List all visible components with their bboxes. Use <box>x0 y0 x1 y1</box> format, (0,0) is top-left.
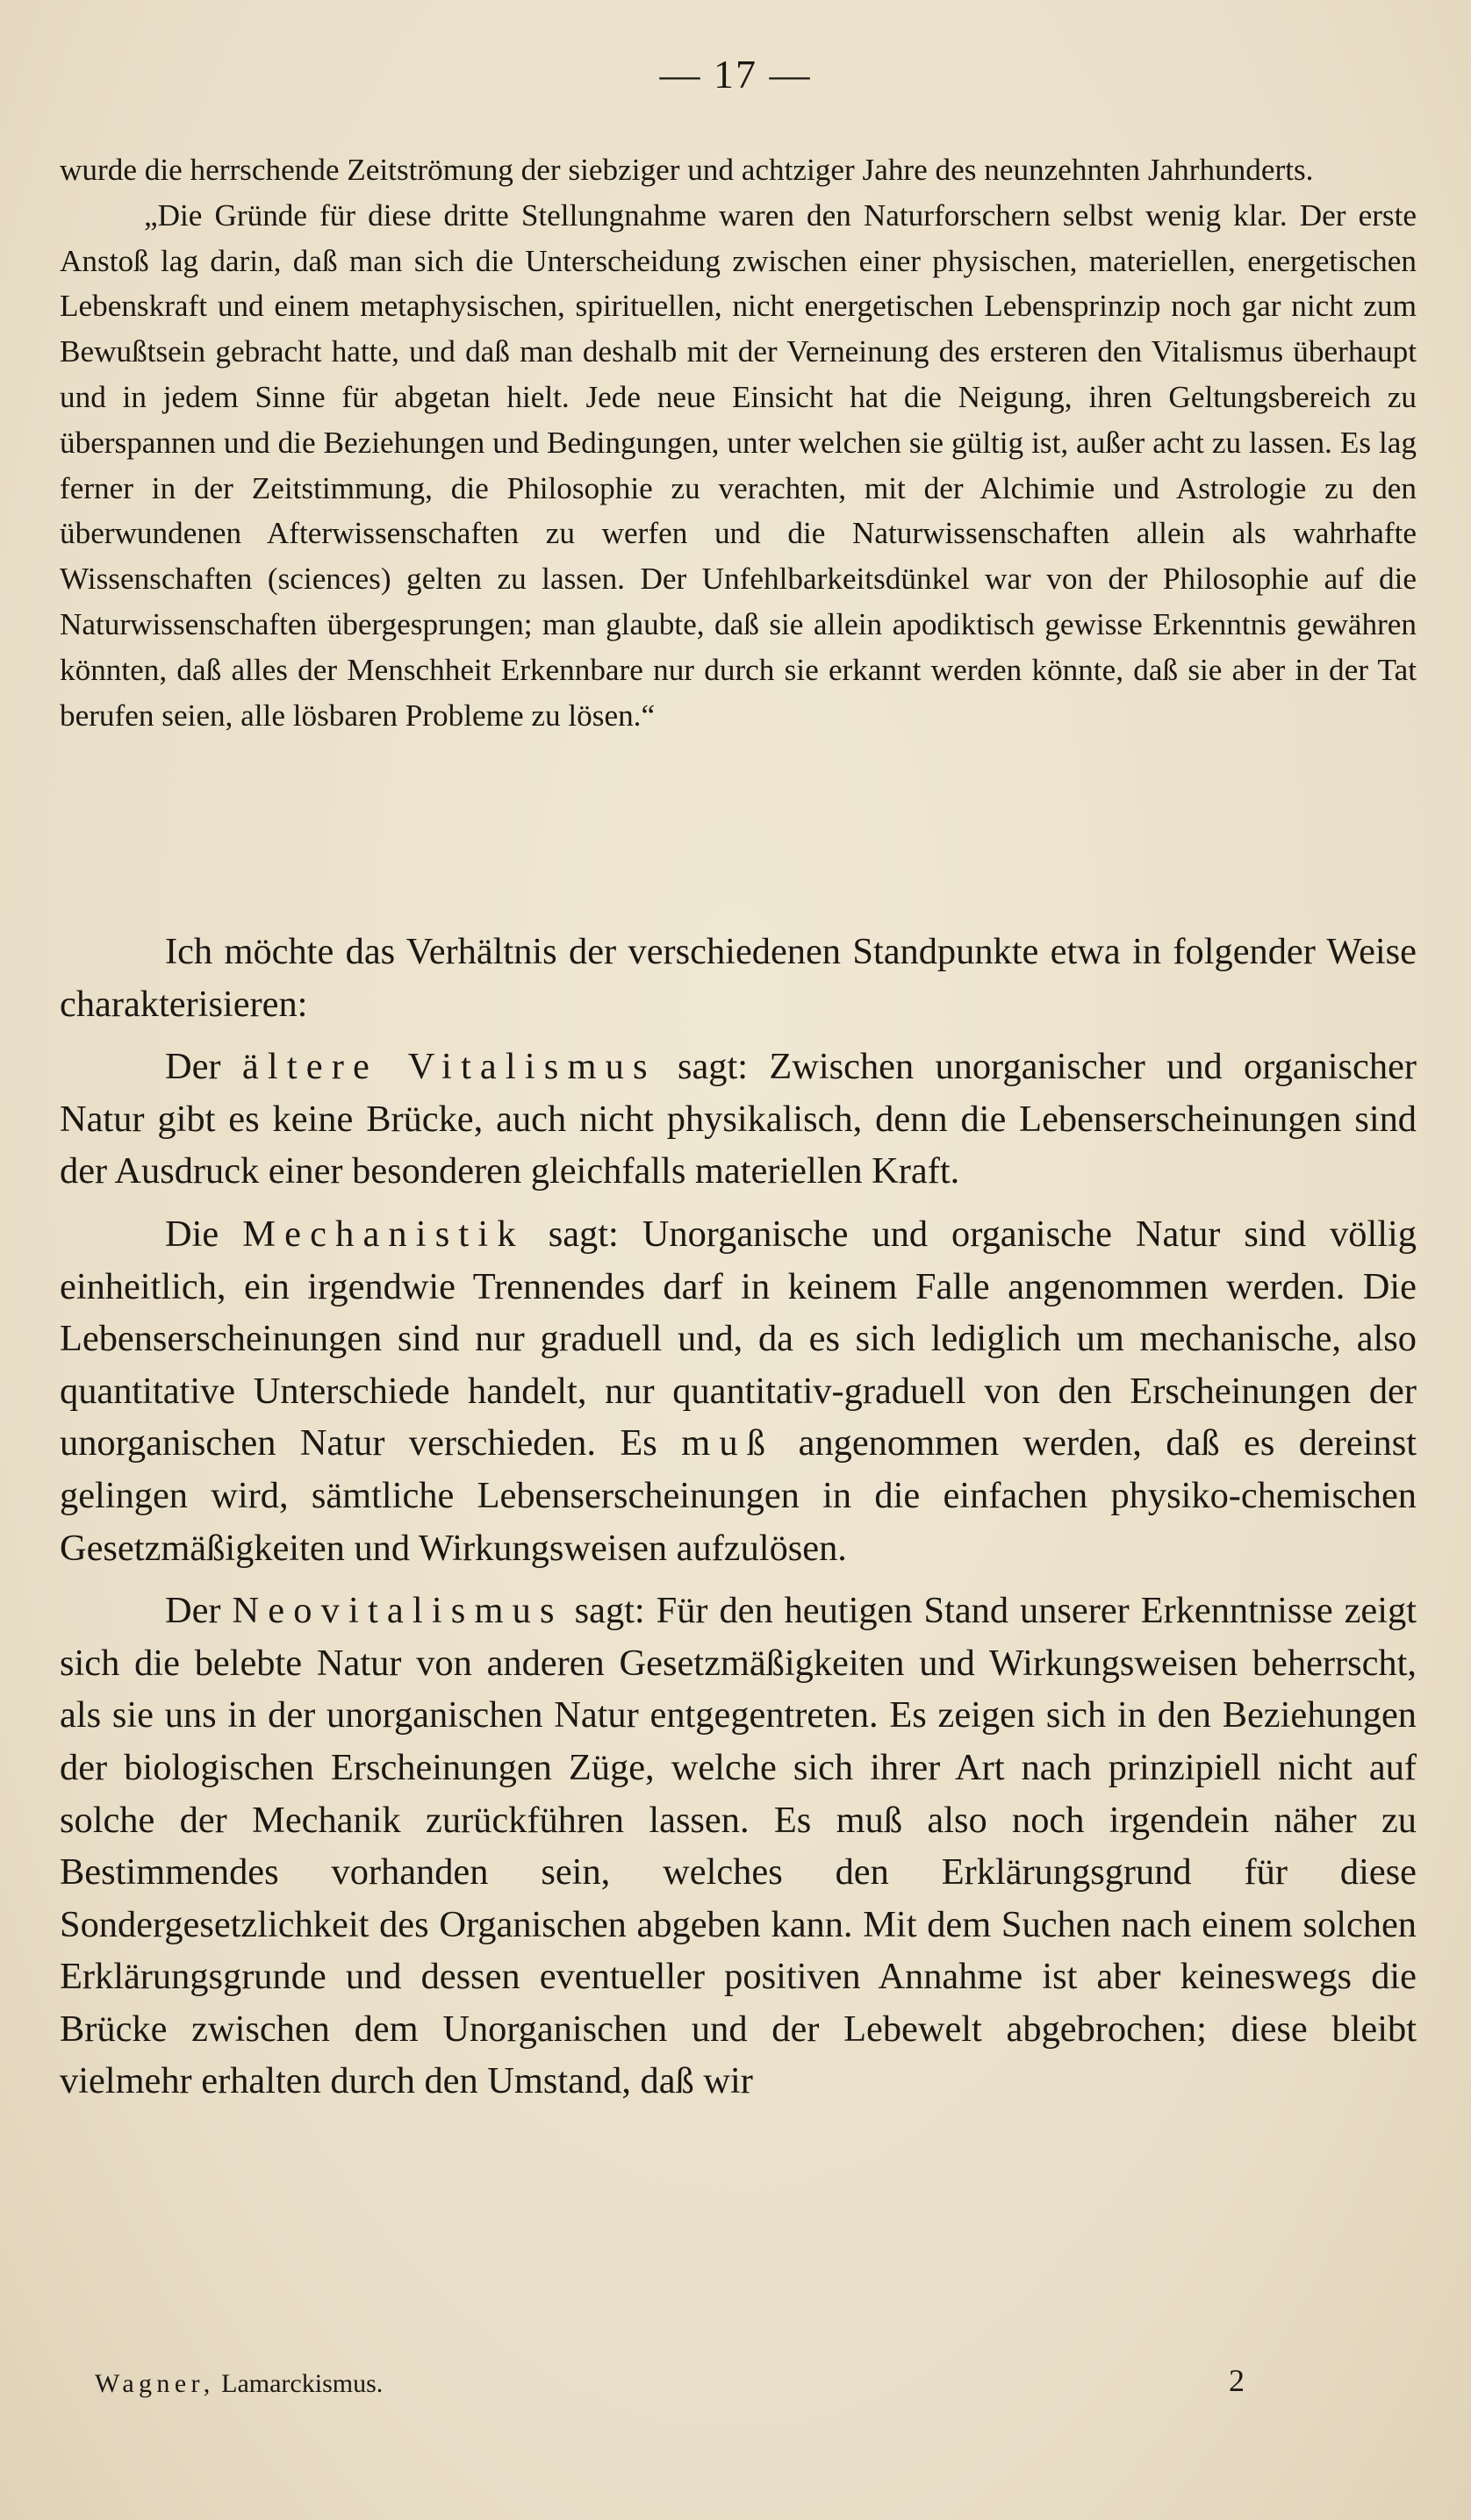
neovitalism-prefix: Der <box>165 1590 233 1632</box>
main-text <box>60 926 1417 2108</box>
vitalism-term: ältere Vitalismus <box>241 1046 657 1088</box>
page-number: — 17 — <box>659 52 812 97</box>
vitalism-prefix: Der <box>165 1046 242 1088</box>
mechanism-prefix: Die <box>165 1213 243 1255</box>
mechanism-text-b: angenommen werden, daß es dereinst gelingen wird, sämtliche Lebenserscheinungen in die einfachen physiko-chemischen Gesetzmäßigkeiten und Wirkungsweisen aufzulösen. <box>60 1422 1417 1569</box>
quote-paragraph-2: „Die Gründe für diese dritte Stellungnahme waren den Naturforschern selbst wenig klar. Der erste Anstoß lag darin, daß man sich die Unterscheidung zwischen einer physischen, materiellen, energetischen Lebenskraft und einem metaphysischen, spirituellen, nicht energetischen Lebensprinzip noch gar nicht zum Bewußtsein gebracht hatte, und daß man deshalb mit der Verneinung des ersteren den Vitalismus überhaupt und in jedem Sinne für abgetan hielt. Jede neue Einsicht hat die Neigung, ihren Geltungsbereich zu überspannen und die Beziehungen und Bedingungen, unter welchen sie gültig ist, außer acht zu lassen. Es lag ferner in der Zeitstimmung, die Philosophie zu verachten, mit der Alchimie und Astrologie zu den überwundenen Afterwissenschaften zu werfen und die Naturwissenschaften allein als wahrhafte Wissenschaften (sciences) gelten zu lassen. Der Unfehlbarkeitsdünkel war von der Philosophie auf die Naturwissenschaften übergesprungen; man glaubte, daß sie allein apodiktisch gewisse Erkenntnis gewähren könnten, daß alles der Menschheit Erkennbare nur durch sie erkannt werden könnte, daß sie aber in der Tat berufen seien, alle lösbaren Probleme zu lösen.“ <box>60 197 1417 733</box>
neovitalism-term: Neovitalismus <box>232 1590 563 1632</box>
neovitalism-text: sagt: Für den heutigen Stand unserer Erkenntnisse zeigt sich die belebte Natur von anderen Gesetzmäßigkeiten und Wirkungsweisen beherrscht, als sie uns in der unorganischen Natur entgegentreten. Es zeigen sich in den Beziehungen der biologischen Erscheinungen Züge, welche sich ihrer Art nach prinzipiell nicht auf solche der Mechanik zurückführen lassen. Es muß also noch irgendein näher zu Bestimmendes vorhanden sein, welches den Erklärungsgrund für diese Sondergesetzlichkeit des Organischen abgeben kann. Mit dem Suchen nach einem solchen Erklärungsgrunde und dessen eventueller positiven Annahme ist aber keineswegs die Brücke zwischen dem Unorganischen und der Lebewelt abgebrochen; diese bleibt vielmehr erhalten durch den Umstand, daß wir <box>60 1590 1417 2102</box>
signature-mark: 2 <box>1229 2363 1245 2398</box>
quote-paragraph-1: wurde die herrschende Zeitströmung der siebziger und achtziger Jahre des neunzehnten Jahrhunderts. <box>60 153 1314 187</box>
mechanism-emphasis: muß <box>681 1422 775 1464</box>
vitalism-text: sagt: Zwischen unorganischer und organischer Natur gibt es keine Brücke, auch nicht physikalisch, denn die Lebenserscheinungen sind der Ausdruck einer besonderen gleichfalls materiellen Kraft. <box>60 1046 1417 1192</box>
mechanism-paragraph <box>60 1208 1417 1574</box>
mechanism-text-a: sagt: Unorganische und organische Natur sind völlig einheitlich, ein irgendwie Trennendes darf in keinem Falle angenommen werden. Die Lebenserscheinungen sind nur graduell und, da es sich lediglich um mechanische, also quantitative Unterschiede handelt, nur quantitativ-graduell von den Erscheinungen der unorganischen Natur verschieden. Es <box>60 1213 1417 1464</box>
quotation-block <box>60 147 1417 738</box>
neovitalism-paragraph <box>60 1585 1417 2108</box>
intro-paragraph: Ich möchte das Verhältnis der verschiedenen Standpunkte etwa in folgender Weise charakterisieren: <box>60 931 1417 1025</box>
vitalism-paragraph <box>60 1041 1417 1198</box>
mechanism-term: Mechanistik <box>242 1213 525 1255</box>
footer-title: Lamarckismus. <box>221 2369 384 2398</box>
footer-author: Wagner, <box>95 2369 215 2398</box>
page-footer <box>95 2369 1262 2399</box>
